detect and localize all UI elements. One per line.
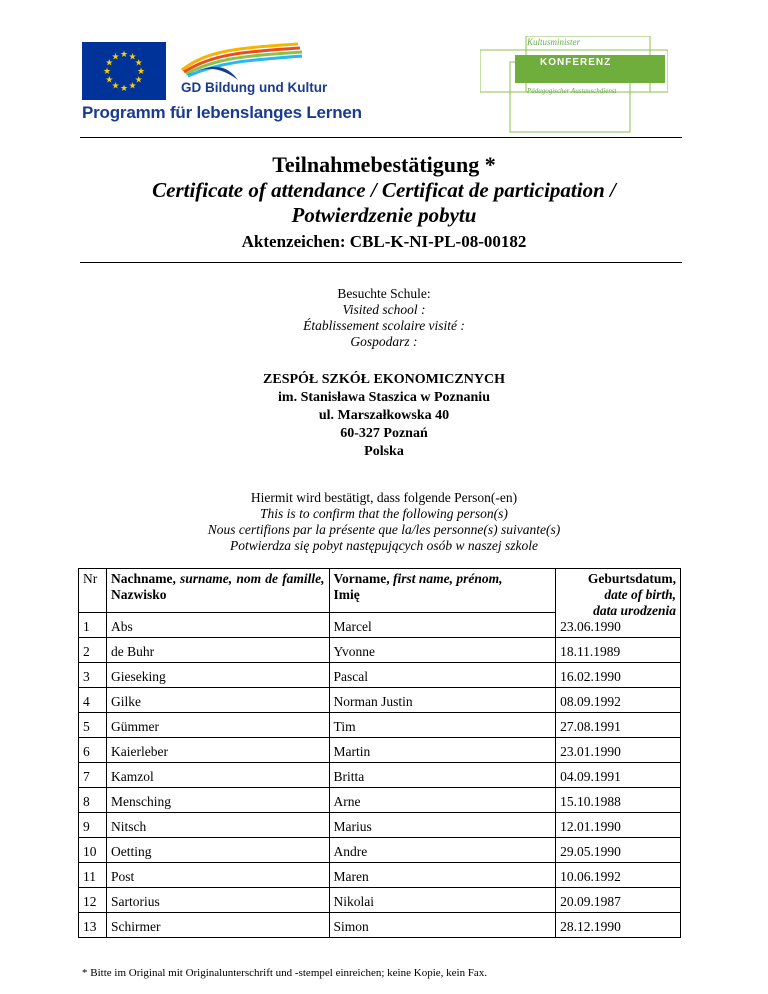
- table-row: [79, 663, 681, 688]
- confirmation-statement: [0, 490, 768, 554]
- cell-surname: Kamzol: [106, 763, 329, 788]
- visited-school-pl: Gospodarz :: [350, 334, 418, 349]
- cell-first-name: Marius: [329, 813, 556, 838]
- header-first-name: Vorname, first name, prénom, Imię: [329, 569, 556, 613]
- program-lifelong-learning-text: Programm für lebenslanges Lernen: [82, 103, 362, 122]
- table-row: [79, 713, 681, 738]
- cell-surname: Gieseking: [106, 663, 329, 688]
- cell-surname: Mensching: [106, 788, 329, 813]
- eu-star-icon: ★: [134, 57, 143, 68]
- cell-dob: 15.10.1988: [556, 788, 681, 813]
- cell-dob: 08.09.1992: [556, 688, 681, 713]
- cell-nr: 11: [79, 863, 107, 888]
- cell-dob: 27.08.1991: [556, 713, 681, 738]
- kmk-frame-logo: [480, 36, 668, 134]
- cell-first-name: Nikolai: [329, 888, 556, 913]
- cell-dob: 20.09.1987: [556, 888, 681, 913]
- eu-star-icon: ★: [102, 66, 112, 76]
- cell-dob: 10.06.1992: [556, 863, 681, 888]
- cell-first-name: Martin: [329, 738, 556, 763]
- cell-first-name: Simon: [329, 913, 556, 938]
- subtitle-line-2: Potwierdzenie pobytu: [291, 203, 477, 227]
- cell-nr: 8: [79, 788, 107, 813]
- cell-surname: Schirmer: [106, 913, 329, 938]
- cell-first-name: Britta: [329, 763, 556, 788]
- visited-school-label: [0, 286, 768, 350]
- eu-star-icon: ★: [119, 83, 129, 93]
- cell-surname: Nitsch: [106, 813, 329, 838]
- kmk-title-text: KONFERENZ: [540, 57, 612, 68]
- cell-first-name: Maren: [329, 863, 556, 888]
- document-title: Teilnahmebestätigung *: [272, 152, 496, 177]
- cell-dob: 23.01.1990: [556, 738, 681, 763]
- cell-nr: 5: [79, 713, 107, 738]
- visited-school-en: Visited school :: [342, 302, 426, 317]
- school-name: ZESPÓŁ SZKÓŁ EKONOMICZNYCH: [263, 372, 505, 387]
- cell-nr: 2: [79, 638, 107, 663]
- eu-star-icon: ★: [128, 51, 137, 62]
- cell-dob: 12.01.1990: [556, 813, 681, 838]
- cell-dob: 23.06.1990: [560, 619, 621, 634]
- kmk-subtitle-text: Pädagogischer Austauschdienst: [527, 87, 617, 95]
- cell-first-name: Norman Justin: [329, 688, 556, 713]
- cell-first-name: Marcel: [329, 613, 556, 638]
- eu-star-icon: ★: [136, 66, 146, 76]
- eu-star-icon: ★: [111, 51, 120, 62]
- header-date-of-birth: Geburtsdatum, date of birth, data urodzenia 23.06.1990: [556, 569, 681, 638]
- cell-first-name: Arne: [329, 788, 556, 813]
- school-street: ul. Marszałkowska 40: [318, 408, 450, 423]
- table-row: [79, 913, 681, 938]
- confirmation-en: This is to confirm that the following person(s): [260, 506, 508, 521]
- table-row: [79, 813, 681, 838]
- cell-surname: Gilke: [106, 688, 329, 713]
- cell-first-name: Yvonne: [329, 638, 556, 663]
- school-country: Polska: [364, 444, 404, 459]
- table-row: [79, 838, 681, 863]
- cell-surname: Abs: [106, 613, 329, 638]
- confirmation-de: Hiermit wird bestätigt, dass folgende Person(-en): [250, 490, 518, 505]
- reference-number: Aktenzeichen: CBL-K-NI-PL-08-00182: [241, 232, 527, 251]
- cell-nr: 3: [79, 663, 107, 688]
- document-subtitle: [0, 178, 768, 228]
- cell-surname: Kaierleber: [106, 738, 329, 763]
- cell-nr: 6: [79, 738, 107, 763]
- cell-first-name: Pascal: [329, 663, 556, 688]
- cell-nr: 13: [79, 913, 107, 938]
- cell-nr: 4: [79, 688, 107, 713]
- visited-school-de: Besuchte Schule:: [337, 286, 431, 301]
- gd-swoosh-logo: [178, 40, 306, 82]
- table-row: [79, 638, 681, 663]
- cell-surname: Sartorius: [106, 888, 329, 913]
- eu-star-icon: ★: [134, 74, 143, 85]
- cell-nr: 1: [79, 613, 107, 638]
- confirmation-pl: Potwierdza się pobyt następujących osób w naszej szkole: [229, 538, 539, 553]
- cell-first-name: Andre: [329, 838, 556, 863]
- eu-star-icon: ★: [111, 80, 120, 91]
- title-divider: [80, 262, 682, 263]
- subtitle-line-1: Certificate of attendance / Certificat de participation /: [152, 178, 616, 202]
- visited-school-fr: Établissement scolaire visité :: [303, 318, 465, 333]
- attendance-table: [78, 568, 681, 938]
- eu-star-icon: ★: [105, 57, 114, 68]
- cell-surname: de Buhr: [106, 638, 329, 663]
- table-header-row: [79, 569, 681, 613]
- cell-dob: 16.02.1990: [556, 663, 681, 688]
- kmk-top-text: Kultusminister: [527, 37, 581, 47]
- cell-nr: 12: [79, 888, 107, 913]
- cell-first-name: Tim: [329, 713, 556, 738]
- table-row: [79, 688, 681, 713]
- table-row: [79, 788, 681, 813]
- cell-dob: 28.12.1990: [556, 913, 681, 938]
- table-row: [79, 863, 681, 888]
- header-surname: Nachname, surname, nom de famille, Nazwisko: [106, 569, 329, 613]
- school-city: 60-327 Poznań: [340, 426, 428, 441]
- footnote: * Bitte im Original mit Originalunterschrift und -stempel einreichen; keine Kopie, kein Fax.: [82, 967, 488, 979]
- gd-bildung-kultur-text: GD Bildung und Kultur: [181, 80, 328, 95]
- cell-dob: 29.05.1990: [556, 838, 681, 863]
- cell-surname: Gümmer: [106, 713, 329, 738]
- cell-nr: 10: [79, 838, 107, 863]
- header-divider: [80, 137, 682, 138]
- cell-dob: 04.09.1991: [556, 763, 681, 788]
- table-row: [79, 888, 681, 913]
- school-patron: im. Stanisława Staszica w Poznaniu: [278, 390, 490, 405]
- cell-surname: Post: [106, 863, 329, 888]
- header-nr: Nr: [79, 569, 107, 613]
- cell-surname: Oetting: [106, 838, 329, 863]
- eu-star-icon: ★: [128, 80, 137, 91]
- confirmation-fr: Nous certifions par la présente que la/les personne(s) suivante(s): [207, 522, 561, 537]
- cell-nr: 9: [79, 813, 107, 838]
- school-address: [0, 371, 768, 461]
- eu-star-icon: ★: [105, 74, 114, 85]
- table-row: [79, 763, 681, 788]
- cell-dob: 18.11.1989: [556, 638, 681, 663]
- eu-star-icon: ★: [119, 49, 129, 59]
- cell-nr: 7: [79, 763, 107, 788]
- eu-flag-logo: [82, 42, 166, 100]
- table-row: [79, 738, 681, 763]
